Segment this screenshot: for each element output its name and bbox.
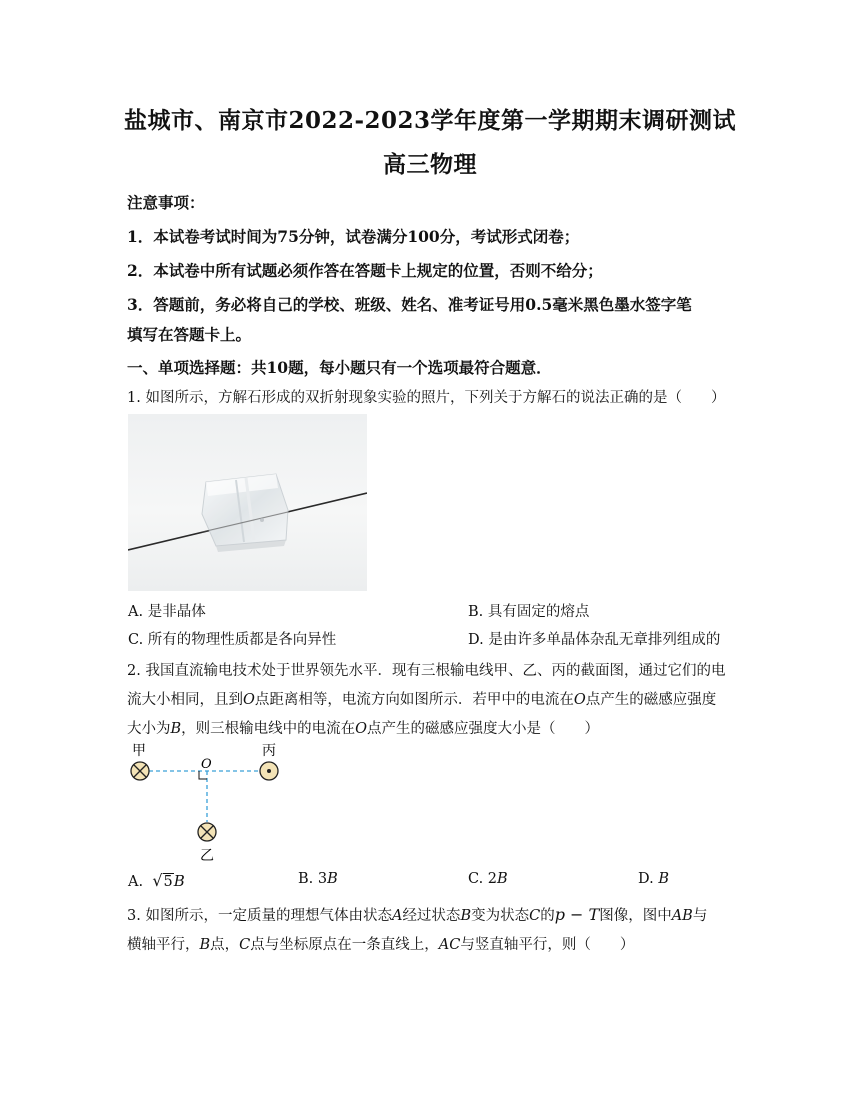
- notice-item-1: 1．本试卷考试时间为75分钟，试卷满分100分，考试形式闭卷；: [127, 227, 580, 246]
- label-yi: 乙: [200, 848, 214, 864]
- q1-option-c: C. 所有的物理性质都是各向异性: [128, 632, 337, 648]
- notice-item-3: 3．答题前，务必将自己的学校、班级、姓名、准考证号用0.5毫米黑色墨水签字笔: [127, 295, 692, 314]
- q2-wire-diagram: [125, 738, 295, 868]
- label-jia: 甲: [132, 743, 146, 759]
- label-bing: 丙: [262, 743, 276, 759]
- q3-line-1: 3. 如图所示，一定质量的理想气体由状态A经过状态B变为状态C的p − T图像，图中AB与: [127, 905, 708, 924]
- label-o: O: [201, 757, 212, 772]
- wire-bing-out-of-page: [260, 762, 278, 780]
- q2-option-b: B. 3B: [298, 871, 338, 887]
- q1-option-d: D. 是由许多单晶体杂乱无章排列组成的: [468, 632, 721, 648]
- q2-option-c: C. 2B: [468, 871, 508, 887]
- q3-line-2: 横轴平行，B点，C点与坐标原点在一条直线上，AC与竖直轴平行，则（ ）: [127, 937, 635, 953]
- q2-option-a: A. √5B: [128, 871, 185, 890]
- exam-subtitle: 高三物理: [383, 151, 477, 178]
- wire-jia-into-page: [131, 762, 149, 780]
- notice-heading: 注意事项：: [127, 193, 205, 212]
- section-heading: 一、单项选择题：共10题，每小题只有一个选项最符合题意．: [127, 358, 552, 377]
- exam-title: 盐城市、南京市2022-2023学年度第一学期期末调研测试: [123, 107, 737, 134]
- notice-item-2: 2．本试卷中所有试题必须作答在答题卡上规定的位置，否则不给分；: [127, 261, 603, 280]
- q1-option-a: A. 是非晶体: [128, 604, 206, 620]
- q1-option-b: B. 具有固定的熔点: [468, 604, 590, 620]
- q2-line-3: 大小为B，则三根输电线中的电流在O点产生的磁感应强度大小是（ ）: [127, 721, 600, 737]
- notice-item-3-cont: 填写在答题卡上。: [127, 325, 252, 344]
- calcite-photo: [128, 414, 367, 591]
- q2-line-2: 流大小相同，且到O点距离相等，电流方向如图所示．若甲中的电流在O点产生的磁感应强度: [127, 692, 717, 708]
- q2-line-1: 2. 我国直流输电技术处于世界领先水平．现有三根输电线甲、乙、丙的截面图，通过它们的电: [127, 663, 726, 679]
- q2-option-d: D. B: [638, 871, 669, 887]
- calcite-illustration: [128, 414, 367, 591]
- wire-yi-into-page: [198, 823, 216, 841]
- q1-stem: 1. 如图所示，方解石形成的双折射现象实验的照片，下列关于方解石的说法正确的是（ ）: [127, 390, 726, 406]
